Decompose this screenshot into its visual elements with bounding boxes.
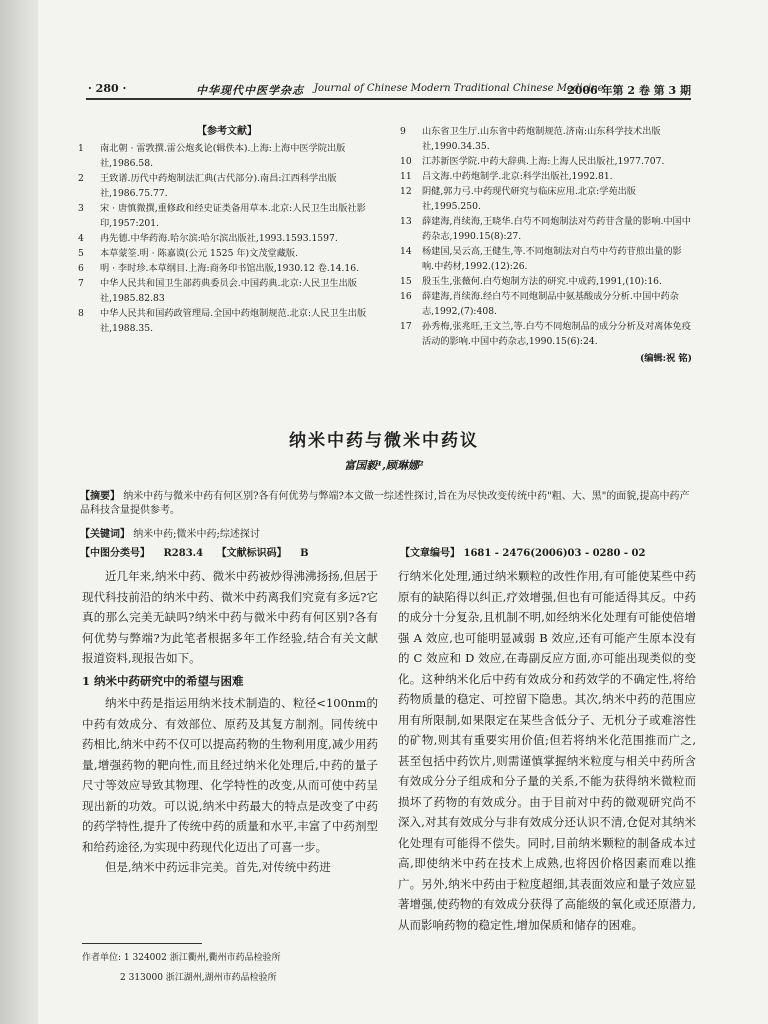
reference-item: 9 山东省卫生厅.山东省中药炮制规范.济南:山东科学技术出版社,1990.34.35. <box>400 126 661 152</box>
reference-item: 4 冉先德.中华药海.哈尔滨:哈尔滨出版社,1993.1593.1597. <box>78 233 338 244</box>
reference-item: 11 吕文海.中药炮制学.北京:科学出版社,1992.81. <box>400 171 613 182</box>
clc-code: R283.4 <box>163 548 204 559</box>
abstract-label: 【摘要】 <box>80 491 120 502</box>
keywords-label: 【关键词】 <box>80 529 130 540</box>
footnote <box>82 948 281 988</box>
classification <box>80 544 319 559</box>
artno-value: 1681 - 2476(2006)03 - 0280 - 02 <box>463 548 646 559</box>
book-gutter <box>0 0 38 1024</box>
reference-item: 7 中华人民共和国卫生部药典委员会.中国药典.北京:人民卫生出版社,1985.82.83 <box>78 278 357 304</box>
issue-info: 2006 年第 2 卷 第 3 期 <box>567 84 691 97</box>
paragraph: 纳米中药是指运用纳米技术制造的、粒径<100nm的中药有效成分、有效部位、原药及其复方制剂。同传统中药相比,纳米中药不仅可以提高药物的生物利用度,减少用药量,增强药物的靶向性,而且经过纳米化处理后,中药的量子尺寸等效应导致其物理、化学特性的改变,从而可使中药呈现出新的功效。可以说,纳米中药最大的特点是改变了中药的药学特性,提升了传统中药的质量和水平,丰富了中药剂型和给药途径,为实现中药现代化迈出了可喜一步。 <box>82 696 378 854</box>
reference-item: 3 宋 · 唐慎微撰,重修政和经史证类备用草本.北京:人民卫生出版社影印,1957:201. <box>78 203 366 229</box>
reference-item: 6 明 · 李时珍.本草纲目.上海:商务印书馆出版,1930.12 卷.14.16. <box>78 263 360 274</box>
article-number <box>400 544 645 559</box>
section-heading: 1 纳米中药研究中的希望与困难 <box>82 673 244 688</box>
reference-item: 1 南北朝 · 雷敩撰.雷公炮炙论(辑佚本).上海:上海中医学院出版社,1986.58. <box>78 143 346 169</box>
artno-label: 【文章编号】 <box>400 548 460 559</box>
reference-item: 12 阴健,郭力弓.中药现代研究与临床应用.北京:学苑出版社,1995.250. <box>400 186 636 212</box>
article-title: 纳米中药与微米中药议 <box>289 431 479 451</box>
body-column-left <box>82 566 378 878</box>
reference-item: 2 王致谱.历代中药炮制法汇典(古代部分).南昌:江西科学出版社,1986.75.77. <box>78 173 337 199</box>
references-title: 【参考文献】 <box>197 126 257 137</box>
references-right <box>400 124 692 366</box>
footnote-label: 作者单位: <box>82 953 122 963</box>
keywords-text: 纳米中药;微米中药;综述探讨 <box>133 529 260 540</box>
journal-title-en: Journal of Chinese Modern Traditional Chinese Medicine <box>314 83 604 94</box>
reference-item: 8 中华人民共和国药政管理局.全国中药炮制规范.北京:人民卫生出版社,1988.35. <box>78 308 367 334</box>
keywords <box>80 525 260 540</box>
abstract <box>80 490 692 518</box>
reference-item: 5 本草蒙筌.明 · 陈嘉谟(公元 1525 年)文茂堂藏版. <box>78 248 298 259</box>
doc-code: B <box>300 548 309 559</box>
page-number: · 280 · <box>88 82 127 95</box>
body-column-right <box>398 566 696 935</box>
clc-label: 【中图分类号】 <box>80 548 150 559</box>
article-authors: 富国毅¹,顾琳娜² <box>344 459 424 472</box>
reference-item: 10 江苏新医学院.中药大辞典.上海:上海人民出版社,1977.707. <box>400 156 665 167</box>
abstract-text: 纳米中药与微米中药有何区别?各有何优势与弊端?本文做一综述性探讨,旨在为尽快改变传统中药"粗、大、黑"的面貌,提高中药产品科技含量提供参考。 <box>80 491 690 516</box>
reference-item: 13 薛建海,肖续海,王晓华.白芍不同炮制法对芍药苷含量的影响.中国中药杂志,1990.15(8):27. <box>400 216 691 242</box>
paragraph: 行纳米化处理,通过纳米颗粒的改性作用,有可能使某些中药原有的缺陷得以纠正,疗效增强,但也有可能适得其反。中药的成分十分复杂,且机制不明,如经纳米化处理有可能使倍增强 A 效应,也可能明显减弱 B 效应,还有可能产生原本没有的 C 效应和 D 效应,在毒副反应方面,亦可能出现类似的变化。这种纳米化后中药有效成分和药效学的不确定性,将给药物质量的稳定、可控留下隐患。其次,纳米中药的范围应用有所限制,如果限定在某些含低分子、无机分子或难溶性的矿物,则其有重要实用价值;但若将纳米化范围推而广之,甚至包括中药饮片,则需谨慎掌握纳米粒度与相关中药所含有效成分分子组成和分子量的关系,不能为获得纳米微粒而损坏了药物的有效成分。由于目前对中药的微观研究尚不深入,对其有效成分与非有效成分还认识不清,仓促对其纳米化处理有可能得不偿失。同时,目前纳米颗粒的制备成本过高,即使纳米中药在技术上成熟,也将因价格因素而难以推广。另外,纳米中药由于粒度超细,其表面效应和量子效应显著增强,使药物的有效成分获得了高能级的氧化或还原潜力,从而影响药物的稳定性,增加保质和储存的困难。 <box>398 569 696 932</box>
paragraph: 但是,纳米中药远非完美。首先,对传统中药进 <box>105 860 331 874</box>
footnote-affiliation-1: 1 324002 浙江衢州,衢州市药品检验所 <box>123 953 281 963</box>
doc-label: 【文献标识码】 <box>216 548 287 559</box>
journal-title-cn: 中华现代中医学杂志 <box>196 84 304 97</box>
running-header <box>86 80 691 100</box>
reference-item: 17 孙秀梅,张兆旺,王文兰,等.白芍不同炮制品的成分分析及对离体免疫活动的影响.中国中药杂志,1990.15(6):24. <box>400 321 691 347</box>
reference-item: 16 薛建海,肖续海.经白芍不同炮制品中氨基酸成分分析.中国中药杂志,1992,(7):408. <box>400 291 679 317</box>
footnote-affiliation-2: 2 313000 浙江湖州,湖州市药品检验所 <box>120 973 277 983</box>
reference-item: 15 殷玉生,张薇何.白芍炮制方法的研究.中成药,1991,(10):16. <box>400 276 662 287</box>
editor-note: (编辑:祝 铭) <box>639 353 692 364</box>
footnote-rule <box>82 943 202 944</box>
reference-item: 14 杨建国,吴云高,王健生,等.不同炮制法对白芍中芍药苷煎出量的影响.中药材,1992.(12):26. <box>400 246 682 272</box>
paragraph: 近几年来,纳米中药、微米中药被炒得沸沸扬扬,但居于现代科技前沿的纳米中药、微米中药离我们究竟有多远?它真的那么完美无缺吗?纳米中药与微米中药有何区别?各有何优势与弊端?为此笔者根据多年工作经验,结合有关文献报道资料,现报告如下。 <box>82 569 378 665</box>
references-left <box>78 124 376 336</box>
